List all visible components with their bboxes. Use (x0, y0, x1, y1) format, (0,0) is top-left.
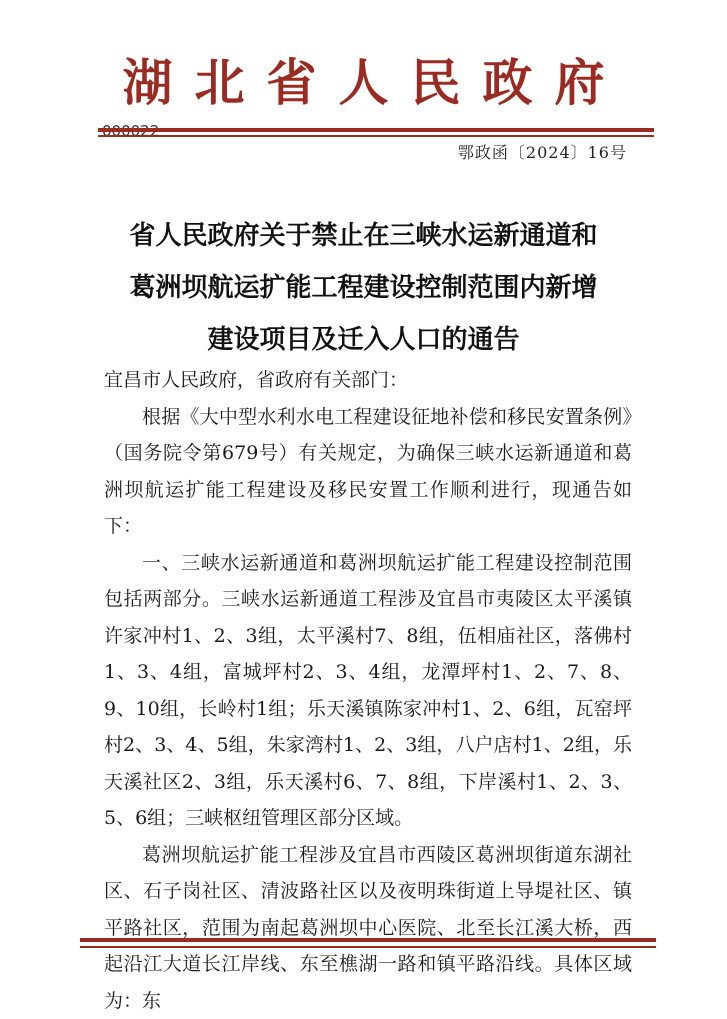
notice-title (0, 210, 727, 366)
body-paragraph-3: 葛洲坝航运扩能工程涉及宜昌市西陵区葛洲坝街道东湖社区、石子岗社区、清波路社区以及夜明珠街道上导堤社区、镇平路社区，范围为南起葛洲坝中心医院、北至长江溪大桥，西起沿江大道长江岸线、东至樵湖一路和镇平路沿线。具体区域为：东 (104, 837, 632, 1019)
header-red-rule-thin (98, 135, 654, 137)
notice-body (104, 362, 632, 1019)
issuer-header-title: 湖北省人民政府 (0, 48, 727, 118)
header-red-rule-thick (98, 128, 654, 132)
body-paragraph-1: 根据《大中型水利水电工程建设征地补偿和移民安置条例》（国务院令第679号）有关规定，为确保三峡水运新通道和葛洲坝航运扩能工程建设及移民安置工作顺利进行，现通告如下： (104, 399, 632, 545)
notice-title-line-3: 建设项目及迁入人口的通告 (0, 314, 727, 366)
addressee-line: 宜昌市人民政府，省政府有关部门： (104, 362, 632, 399)
footer-red-rule-thin (80, 946, 656, 948)
body-paragraph-2: 一、三峡水运新通道和葛洲坝航运扩能工程建设控制范围包括两部分。三峡水运新通道工程涉及宜昌市夷陵区太平溪镇许家冲村1、2、3组，太平溪村7、8组，伍相庙社区，落佛村1、3、4组，富城坪村2、3、4组，龙潭坪村1、2、7、8、9、10组，长岭村1组；乐天溪镇陈家冲村1、2、6组，瓦窑坪村2、3、4、5组，朱家湾村1、2、3组，八户店村1、2组，乐天溪社区2、3组，乐天溪村6、7、8组，下岸溪村1、2、3、5、6组；三峡枢纽管理区部分区域。 (104, 545, 632, 837)
notice-title-line-1: 省人民政府关于禁止在三峡水运新通道和 (0, 210, 727, 262)
notice-title-line-2: 葛洲坝航运扩能工程建设控制范围内新增 (0, 262, 727, 314)
footer-red-rule-thick (80, 938, 656, 942)
document-number: 鄂政函〔2024〕16号 (458, 140, 627, 163)
